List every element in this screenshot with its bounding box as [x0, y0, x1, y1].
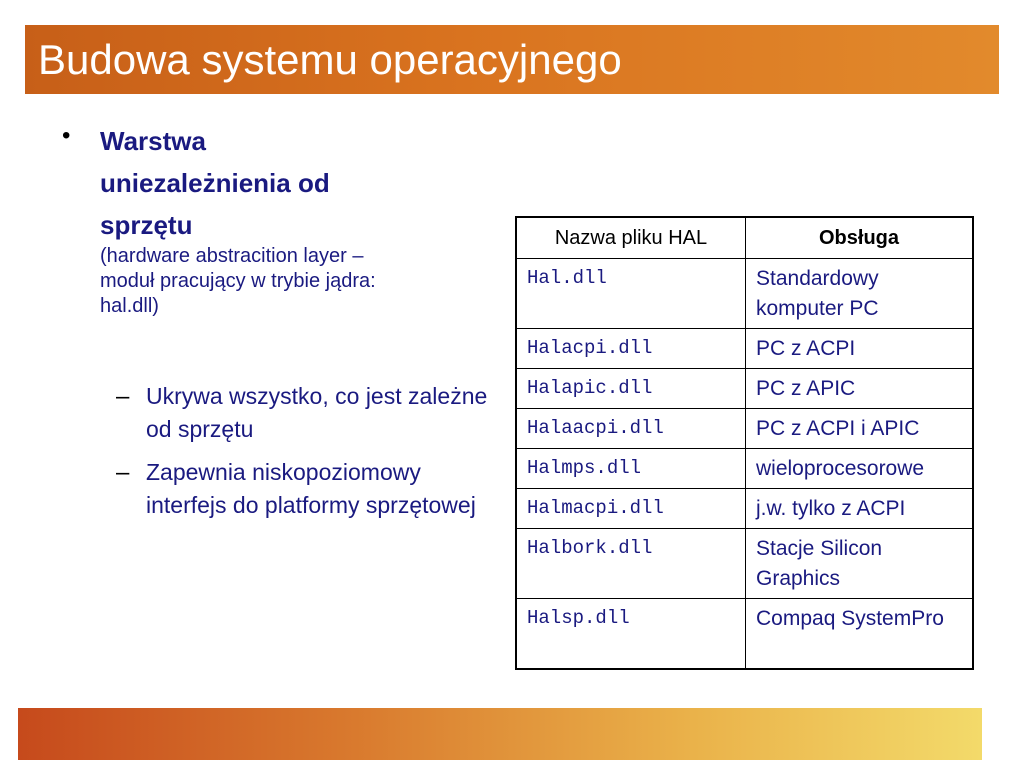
table-row	[516, 329, 973, 369]
file-cell: Halmps.dll	[516, 449, 746, 489]
table-row	[516, 529, 973, 599]
file-cell: Halacpi.dll	[516, 329, 746, 369]
support-cell: Stacje Silicon Graphics	[746, 529, 974, 599]
support-cell: PC z ACPI i APIC	[746, 409, 974, 449]
title-bar	[25, 25, 999, 94]
table-row	[516, 449, 973, 489]
support-cell: Compaq SystemPro	[746, 599, 974, 669]
header-file-name: Nazwa pliku HAL	[516, 217, 746, 259]
bullet-sub-line2: moduł pracujący w trybie jądra:	[100, 270, 376, 292]
file-cell: Halsp.dll	[516, 599, 746, 669]
file-cell: Halbork.dll	[516, 529, 746, 599]
bullet-heading-line2: uniezależnienia od	[100, 168, 330, 198]
bullet-sub-line1: (hardware abstracition layer –	[100, 245, 364, 267]
sub-item-text: Zapewnia niskopoziomowy interfejs do platformy sprzętowej	[146, 459, 476, 518]
bullet-heading-line1: Warstwa	[100, 126, 206, 156]
file-cell: Halmacpi.dll	[516, 489, 746, 529]
support-cell: PC z APIC	[746, 369, 974, 409]
support-cell: Standardowy komputer PC	[746, 259, 974, 329]
hal-table	[515, 216, 974, 670]
slide-title: Budowa systemu operacyjnego	[38, 36, 622, 83]
support-cell: PC z ACPI	[746, 329, 974, 369]
file-cell: Hal.dll	[516, 259, 746, 329]
support-cell: j.w. tylko z ACPI	[746, 489, 974, 529]
support-cell: wieloprocesorowe	[746, 449, 974, 489]
bullet-heading-line3: sprzętu	[100, 210, 193, 240]
table-header-row	[516, 217, 973, 259]
table-row	[516, 259, 973, 329]
bullet-sub-line3: hal.dll)	[100, 295, 159, 317]
main-bullet-body	[100, 120, 480, 321]
table-row	[516, 369, 973, 409]
dash-icon: –	[116, 383, 130, 410]
header-support: Obsługa	[746, 217, 974, 259]
sub-item-text: Ukrywa wszystko, co jest zależne od sprzętu	[146, 383, 488, 442]
footer-gradient-bar	[18, 708, 982, 760]
table-row	[516, 489, 973, 529]
file-cell: Halapic.dll	[516, 369, 746, 409]
table-row	[516, 409, 973, 449]
file-cell: Halaacpi.dll	[516, 409, 746, 449]
table-row	[516, 599, 973, 669]
dash-icon: –	[116, 459, 130, 486]
bullet-dot-icon: •	[62, 122, 71, 149]
